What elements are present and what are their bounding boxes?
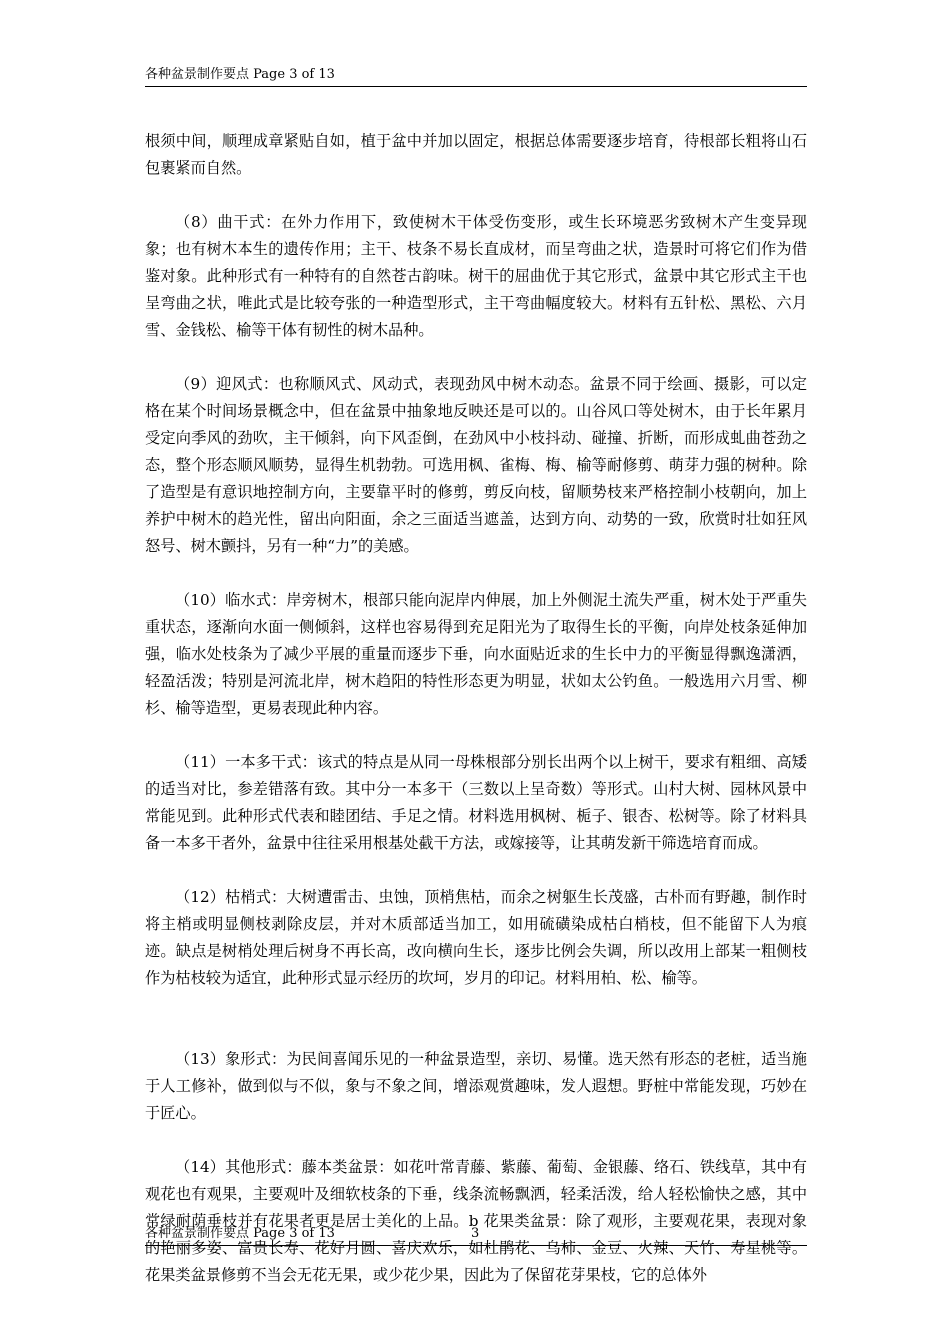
paragraph-other-styles: （14）其他形式：藤本类盆景：如花叶常青藤、紫藤、葡萄、金银藤、络石、铁线草，其中有观花也有观果，主要观叶及细软枝条的下垂，线条流畅飘洒，轻柔活泼，给人轻松愉快之感，其中常绿耐荫垂枝并有花果者更是居士美化的上品。b 花果类盆景：除了观形，主要观花果，表现对象的艳丽多姿、富贵长寿、花好月圆、喜庆欢乐，如杜鹃花、乌柿、金豆、火辣、天竹、寿星桃等。花果类盆景修剪不当会无花无果，或少花少果，因此为了保留花芽果枝，它的总体外 <box>145 1158 807 1284</box>
page-footer <box>145 1225 807 1246</box>
page-number: 3 <box>471 1226 480 1241</box>
page-header <box>145 66 807 87</box>
footer-text: 各种盆景制作要点 Page 3 of 13 <box>145 1226 335 1241</box>
header-text: 各种盆景制作要点 Page 3 of 13 <box>145 67 335 82</box>
paragraph-dead-top-style: （12）枯梢式：大树遭雷击、虫蚀，顶梢焦枯，而余之树躯生长茂盛，古朴而有野趣，制作时将主梢或明显侧枝剥除皮层，并对木质部适当加工，如用硫磺染成枯白梢枝，但不能留下人为痕迹。缺点是树梢处理后树身不再长高，改向横向生长，逐步比例会失调，所以改用上部某一粗侧枝作为枯枝较为适宜，此种形式显示经历的坎坷，岁月的印记。材料用柏、松、榆等。 <box>145 888 807 987</box>
paragraph-continuation: 根须中间，顺理成章紧贴自如，植于盆中并加以固定，根据总体需要逐步培育，待根部长粗将山石包裹紧而自然。 <box>145 132 807 177</box>
paragraph-figurative-style: （13）象形式：为民间喜闻乐见的一种盆景造型，亲切、易懂。选天然有形态的老桩，适当施于人工修补，做到似与不似，象与不象之间，增添观赏趣味，发人遐想。野桩中常能发现，巧妙在于匠心。 <box>145 1050 807 1122</box>
paragraph-curved-trunk-style: （8）曲干式：在外力作用下，致使树木干体受伤变形，或生长环境恶劣致树木产生变异现象；也有树木本生的遗传作用；主干、枝条不易长直成材，而呈弯曲之状，造景时可将它们作为借鉴对象。此种形式有一种特有的自然苍古韵味。树干的屈曲优于其它形式，盆景中其它形式主干也呈弯曲之状，唯此式是比较夸张的一种造型形式，主干弯曲幅度较大。材料有五针松、黑松、六月雪、金钱松、榆等干体有韧性的树木品种。 <box>145 213 807 339</box>
paragraph-waterside-style: （10）临水式：岸旁树木，根部只能向泥岸内伸展，加上外侧泥土流失严重，树木处于严重失重状态，逐渐向水面一侧倾斜，这样也容易得到充足阳光为了取得生长的平衡，向岸处枝条延伸加强，临水处枝条为了减少平展的重量而逐步下垂，向水面贴近求的生长中力的平衡显得飘逸潇洒，轻盈活泼；特别是河流北岸，树木趋阳的特性形态更为明显，状如太公钓鱼。一般选用六月雪、柳杉、榆等造型，更易表现此种内容。 <box>145 591 807 717</box>
document-body <box>145 128 807 1316</box>
paragraph-windswept-style: （9）迎风式：也称顺风式、风动式，表现劲风中树木动态。盆景不同于绘画、摄影，可以定格在某个时间场景概念中，但在盆景中抽象地反映还是可以的。山谷风口等处树木，由于长年累月受定向季风的劲吹，主干倾斜，向下风歪倒，在劲风中小枝抖动、碰撞、折断，而形成虬曲苍劲之态，整个形态顺风顺势，显得生机勃勃。可选用枫、雀梅、梅、榆等耐修剪、萌芽力强的树种。除了造型是有意识地控制方向，主要靠平时的修剪，剪反向枝，留顺势枝来严格控制小枝朝向，加上养护中树木的趋光性，留出向阳面，余之三面适当遮盖，达到方向、动势的一致，欣赏时壮如狂风怒号、树木颤抖，另有一种“力”的美感。 <box>145 375 807 555</box>
paragraph-multi-trunk-style: （11）一本多干式：该式的特点是从同一母株根部分别长出两个以上树干，要求有粗细、高矮的适当对比，参差错落有致。其中分一本多干（三数以上呈奇数）等形式。山村大树、园林风景中常能见到。此种形式代表和睦团结、手足之情。材料选用枫树、栀子、银杏、松树等。除了材料具备一本多干者外，盆景中往往采用根基处截干方法，或嫁接等，让其萌发新干筛选培育而成。 <box>145 753 807 852</box>
